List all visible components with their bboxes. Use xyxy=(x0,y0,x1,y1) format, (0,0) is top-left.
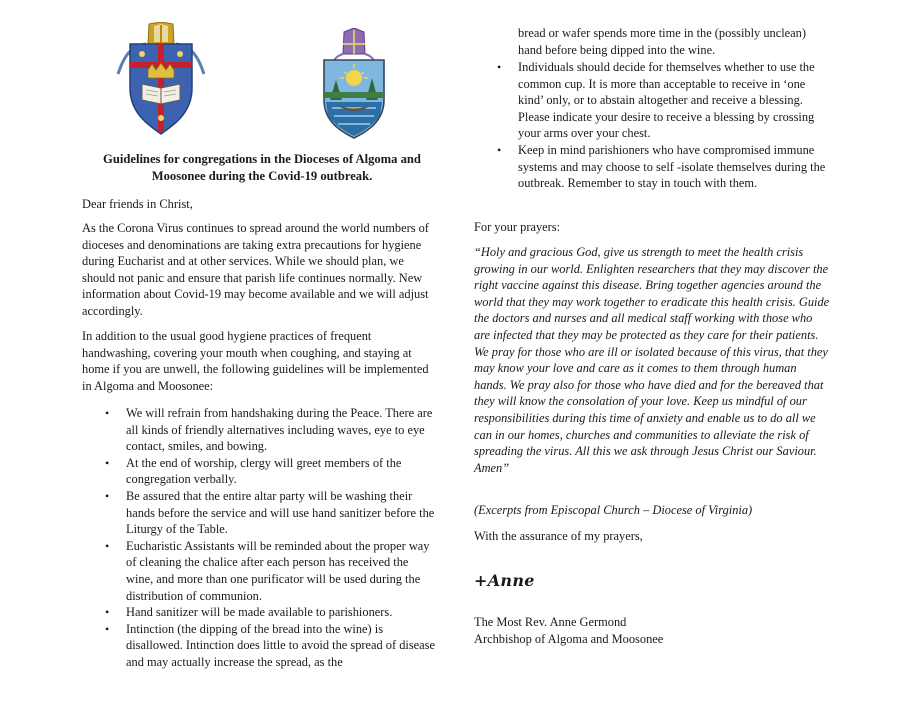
diocese-crests xyxy=(82,22,442,142)
closing-line: With the assurance of my prayers, xyxy=(474,529,643,543)
signer-name: The Most Rev. Anne Germond xyxy=(474,615,627,629)
guideline-text: Hand sanitizer will be made available to parishioners. xyxy=(126,605,393,620)
list-item xyxy=(105,455,436,488)
prayer-text: “Holy and gracious God, give us strength to meet the health crisis growing in our world. Enlighten researchers that they may discover the right vaccine against this disease. Bring together agencies around the world that they may work together to eradicate this health crisis. Guide the doctors and nurses and all medical staff working with those who are infected that they may be protected as they care for their patients. We pray for those who are ill or isolated because of this virus, that they may know your love and care as it comes to them through human hands. We pray also for those who have died and for the bereaved that they will know the consolation of your love. Keep us mindful of our responsibilities during this time of anxiety and enable us to do all we can in our homes, churches and communities to alleviate the risk of spreading the virus. All this we ask through Jesus Christ our Saviour. Amen” xyxy=(474,245,830,475)
bullet-icon: • xyxy=(105,605,110,620)
guideline-text: Intinction (the dipping of the bread into the wine) is disallowed. Intinction does little to avoid the spread of disease and may actually increase the spread, as the xyxy=(126,621,436,669)
bullet-icon: • xyxy=(497,60,502,74)
signature: +Anne xyxy=(474,571,535,590)
list-item xyxy=(105,488,436,538)
prayer-source: (Excerpts from Episcopal Church – Diocese of Virginia) xyxy=(474,503,753,517)
bullet-icon: • xyxy=(105,455,110,470)
paragraph-hygiene: In addition to the usual good hygiene practices of frequent handwashing, covering your mouth when coughing, and staying at home if you are unwell, the following guidelines will be implemented in Algoma and Moosonee: xyxy=(82,329,429,393)
guideline-text: Eucharistic Assistants will be reminded about the proper way of cleaning the chalice after each person has received the wine, and more than one purificator will be used during the distribution of communion. xyxy=(126,538,430,603)
list-item xyxy=(497,59,830,142)
list-item xyxy=(105,621,436,671)
list-item xyxy=(105,604,436,621)
algoma-diocese-crest-icon xyxy=(116,22,206,136)
paragraph-intro: As the Corona Virus continues to spread around the world numbers of dioceses and denominations are taking extra precautions for hygiene during Eucharist and at other services. While we should plan, we should not panic and ensure that parish life continues normally. New information about Covid-19 may become available and we will adjust accordingly. xyxy=(82,221,429,318)
list-item xyxy=(497,142,830,192)
guidelines-list xyxy=(105,405,436,671)
moosonee-diocese-crest-icon xyxy=(318,28,390,140)
bullet-icon: • xyxy=(105,406,110,420)
prayer-heading: For your prayers: xyxy=(474,220,561,234)
guidelines-list-continued xyxy=(497,59,830,192)
list-item xyxy=(105,405,436,455)
bullet-icon: • xyxy=(105,538,110,553)
bullet-icon: • xyxy=(105,488,110,503)
greeting: Dear friends in Christ, xyxy=(82,197,193,211)
guideline-text: At the end of worship, clergy will greet members of the congregation verbally. xyxy=(126,455,402,487)
guideline-text: We will refrain from handshaking during the Peace. There are all kinds of friendly alternatives including waves, eye to eye contact, smiles, and bowing. xyxy=(126,406,433,454)
bullet-icon: • xyxy=(497,142,502,157)
guideline-text: Keep in mind parishioners who have compromised immune systems and may choose to self -isolate themselves during the outbreak. Remember to stay in touch with them. xyxy=(518,142,826,191)
guideline-text: Be assured that the entire altar party will be washing their hands before the service and will use hand sanitizer before the Liturgy of the Table. xyxy=(126,488,435,537)
bullet-icon: • xyxy=(105,621,110,636)
signer-title: Archbishop of Algoma and Moosonee xyxy=(474,632,664,646)
guideline-text: Individuals should decide for themselves whether to use the common cup. It is more than acceptable to receive in ‘one kind’ only, or to abstain altogether and receive a blessing. Please indicate your desire to receive a blessing by crossing your arms over your chest. xyxy=(518,60,815,141)
list-item xyxy=(105,538,436,604)
page-title: Guidelines for congregations in the Dioceses of Algoma and Moosonee during the Covid-19 outbreak. xyxy=(103,152,421,183)
guideline-continuation: bread or wafer spends more time in the (possibly unclean) hand before being dipped into the wine. xyxy=(518,26,806,57)
